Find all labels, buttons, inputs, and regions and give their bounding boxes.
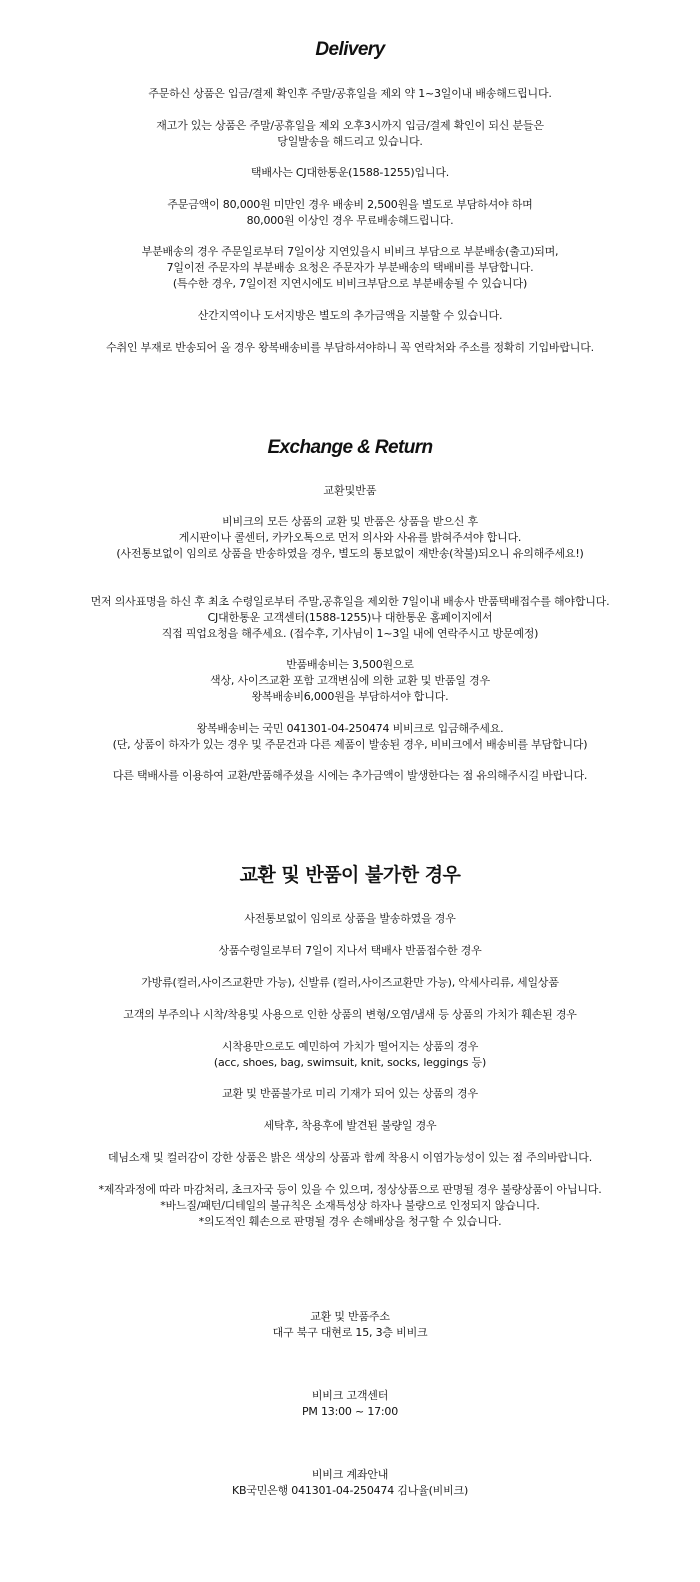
delivery-paragraph-6 — [0, 308, 700, 324]
not-allowed-item — [0, 975, 700, 991]
exchange-text: 비비크의 모든 상품의 교환 및 반품은 상품을 받으신 후 — [222, 515, 478, 528]
exchange-text: 왕복배송비는 국민 041301-04-250474 비비크로 입금해주세요. — [196, 722, 504, 735]
delivery-text: 부분배송의 경우 주문일로부터 7일이상 지연있을시 비비크 부담으로 부분배송(출고)되며, — [141, 245, 559, 258]
exchange-text: 게시판이나 콜센터, 카카오톡으로 먼저 의사와 사유를 밝혀주셔야 합니다. — [178, 531, 522, 544]
not-allowed-item — [0, 911, 700, 927]
delivery-text: 80,000원 이상인 경우 무료배송해드립니다. — [246, 214, 454, 227]
exchange-text: 먼저 의사표명을 하신 후 최초 수령일로부터 주말,공휴일을 제외한 7일이내 배송사 반품택배접수를 해야합니다. — [90, 595, 610, 608]
not-allowed-item — [0, 1086, 700, 1102]
exchange-paragraph-5 — [0, 768, 700, 784]
not-allowed-text: 상품수령일로부터 7일이 지나서 택배사 반품접수한 경우 — [218, 944, 482, 957]
not-allowed-text: 사전통보없이 임의로 상품을 발송하였을 경우 — [244, 912, 456, 925]
delivery-paragraph-2 — [0, 118, 700, 150]
not-allowed-item — [0, 1118, 700, 1134]
delivery-text: 수취인 부재로 반송되어 올 경우 왕복배송비를 부담하셔야하니 꼭 연락처와 주소를 정확히 기입바랍니다. — [106, 341, 594, 354]
delivery-text: 산간지역이나 도서지방은 별도의 추가금액을 지불할 수 있습니다. — [197, 309, 503, 322]
exchange-paragraph-4 — [0, 721, 700, 753]
delivery-text: 당일발송을 해드리고 있습니다. — [277, 135, 423, 148]
not-allowed-note: *바느질/패턴/디테일의 불규칙은 소재특성상 하자나 불량으로 인정되지 않습니다. — [160, 1199, 540, 1212]
delivery-paragraph-3 — [0, 165, 700, 181]
not-allowed-note: *제작과정에 따라 마감처리, 초크자국 등이 있을 수 있으며, 정상상품으로 판명될 경우 불량상품이 아닙니다. — [98, 1183, 602, 1196]
not-allowed-text: 시착용만으로도 예민하여 가치가 떨어지는 상품의 경우 — [221, 1040, 479, 1053]
not-allowed-title: 교환 및 반품이 불가한 경우 — [239, 864, 461, 886]
exchange-paragraph-3 — [0, 657, 700, 705]
bank-account-label: 비비크 계좌안내 — [311, 1468, 389, 1481]
exchange-paragraph-2 — [0, 594, 700, 642]
not-allowed-item — [0, 1007, 700, 1023]
not-allowed-note: *의도적인 훼손으로 판명될 경우 손해배상을 청구할 수 있습니다. — [198, 1215, 502, 1228]
exchange-text: 왕복배송비6,000원을 부담하셔야 합니다. — [251, 690, 449, 703]
return-address — [0, 1309, 700, 1341]
customer-center-label: 비비크 고객센터 — [311, 1389, 389, 1402]
not-allowed-text: 고객의 부주의나 시착/착용및 사용으로 인한 상품의 변형/오염/냄새 등 상품의 가치가 훼손된 경우 — [123, 1008, 577, 1021]
delivery-text: (특수한 경우, 7일이전 지연시에도 비비크부담으로 부분배송될 수 있습니다) — [172, 277, 528, 290]
bank-account-value: KB국민은행 041301-04-250474 김나율(비비크) — [231, 1484, 469, 1497]
not-allowed-item — [0, 1150, 700, 1166]
not-allowed-text: (acc, shoes, bag, swimsuit, knit, socks, leggings 등) — [213, 1056, 487, 1069]
exchange-text: (단, 상품이 하자가 있는 경우 및 주문건과 다른 제품이 발송된 경우, 비비크에서 배송비를 부담합니다) — [112, 738, 588, 751]
exchange-paragraph-1 — [0, 514, 700, 562]
delivery-text: 택배사는 CJ대한통운(1588-1255)입니다. — [250, 166, 450, 179]
exchange-text: 다른 택배사를 이용하여 교환/반품해주셨을 시에는 추가금액이 발생한다는 점 유의해주시길 바랍니다. — [112, 769, 588, 782]
delivery-paragraph-4 — [0, 197, 700, 229]
delivery-text: 7일이전 주문자의 부분배송 요청은 주문자가 부분배송의 택배비를 부담합니다. — [166, 261, 534, 274]
delivery-text: 주문금액이 80,000원 미만인 경우 배송비 2,500원을 별도로 부담하셔야 하며 — [167, 198, 533, 211]
not-allowed-notes — [0, 1182, 700, 1230]
delivery-paragraph-7 — [0, 340, 700, 356]
delivery-paragraph-1 — [0, 86, 700, 102]
return-address-value: 대구 북구 대현로 15, 3층 비비크 — [272, 1326, 428, 1339]
not-allowed-text: 데님소재 및 컬러감이 강한 상품은 밝은 색상의 상품과 함께 착용시 이염가능성이 있는 점 주의바랍니다. — [107, 1151, 593, 1164]
exchange-text: 색상, 사이즈교환 포함 고객변심에 의한 교환 및 반품일 경우 — [210, 674, 490, 687]
delivery-paragraph-5 — [0, 244, 700, 292]
customer-center — [0, 1388, 700, 1420]
exchange-text: (사전통보없이 임의로 상품을 반송하였을 경우, 별도의 통보없이 재반송(착불)되오니 유의해주세요!) — [116, 547, 584, 560]
return-address-label: 교환 및 반품주소 — [310, 1310, 390, 1323]
not-allowed-text: 가방류(컬러,사이즈교환만 가능), 신발류 (컬러,사이즈교환만 가능), 악세사리류, 세일상품 — [141, 976, 559, 989]
not-allowed-text: 교환 및 반품불가로 미리 기재가 되어 있는 상품의 경우 — [222, 1087, 478, 1100]
exchange-text: CJ대한통운 고객센터(1588-1255)나 대한통운 홈페이지에서 — [207, 611, 493, 624]
delivery-text: 주문하신 상품은 입금/결제 확인후 주말/공휴일을 제외 약 1~3일이내 배송해드립니다. — [148, 87, 552, 100]
exchange-text: 직접 픽업요청을 해주세요. (접수후, 기사님이 1~3일 내에 연락주시고 방문예정) — [161, 627, 539, 640]
customer-center-hours: PM 13:00 ~ 17:00 — [301, 1405, 399, 1418]
not-allowed-item — [0, 943, 700, 959]
exchange-text: 반품배송비는 3,500원으로 — [286, 658, 414, 671]
not-allowed-item — [0, 1039, 700, 1071]
delivery-title: Delivery — [315, 39, 385, 60]
not-allowed-text: 세탁후, 착용후에 발견된 불량일 경우 — [263, 1119, 437, 1132]
delivery-text: 재고가 있는 상품은 주말/공휴일을 제외 오후3시까지 입금/결제 확인이 되신 분들은 — [156, 119, 544, 132]
exchange-subtitle: 교환및반품 — [323, 484, 377, 497]
exchange-title: Exchange & Return — [267, 437, 433, 458]
bank-account — [0, 1467, 700, 1499]
